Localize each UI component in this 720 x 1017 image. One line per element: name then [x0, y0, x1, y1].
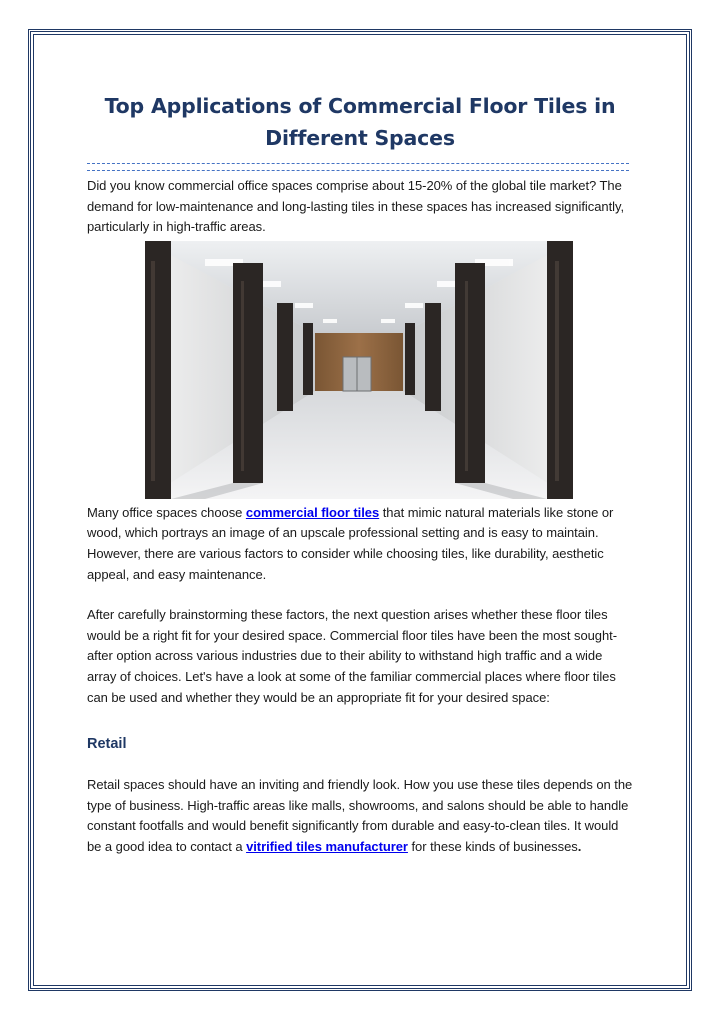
title-divider [87, 163, 629, 171]
paragraph-retail-text-start: Retail spaces should have an inviting and friendly look. How you use these tiles depends on the type of business. High-traffic areas like malls, showrooms, and salons should be able to handle constant footfalls and would benefit significantly from durable and easy-to-clean tiles. It would be a good idea to contact a [87, 777, 633, 854]
paragraph-brainstorming: After carefully brainstorming these factors, the next question arises whether these floor tiles would be a right fit for your desired space. Commercial floor tiles have been the most sought-after option across various industries due to their ability to withstand high traffic and a wide array of choices. Let's have a look at some of the familiar commercial places where floor tiles can be used and whether they would be an appropriate fit for your desired space: [87, 607, 618, 705]
document-title: Top Applications of Commercial Floor Tiles in Different Spaces [104, 94, 616, 150]
section-heading-retail: Retail [87, 736, 127, 753]
paragraph-retail-text-end: for these kinds of businesses [407, 838, 578, 854]
paragraph-office-spaces [87, 503, 633, 585]
paragraph-retail [87, 775, 633, 857]
office-lobby-photo [145, 241, 573, 499]
document-body [87, 90, 633, 858]
paragraph-office-spaces-text-end: that mimic natural materials like stone or wood, which portrays an image of an upscale professional setting and is easy to maintain. However, there are various factors to consider while choosing tiles, like durability, aesthetic appeal, and easy maintenance. [87, 504, 614, 582]
paragraph-retail-period: . [577, 838, 582, 854]
intro-paragraph: Did you know commercial office spaces comprise about 15-20% of the global tile market? The demand for low-maintenance and long-lasting tiles in these spaces has increased significantly, particularly in high-traffic areas. [87, 178, 625, 235]
paragraph-office-spaces-text-start: Many office spaces choose [87, 504, 246, 520]
vitrified-tiles-manufacturer-link[interactable]: vitrified tiles manufacturer [246, 838, 408, 854]
commercial-floor-tiles-link[interactable]: commercial floor tiles [245, 504, 380, 520]
